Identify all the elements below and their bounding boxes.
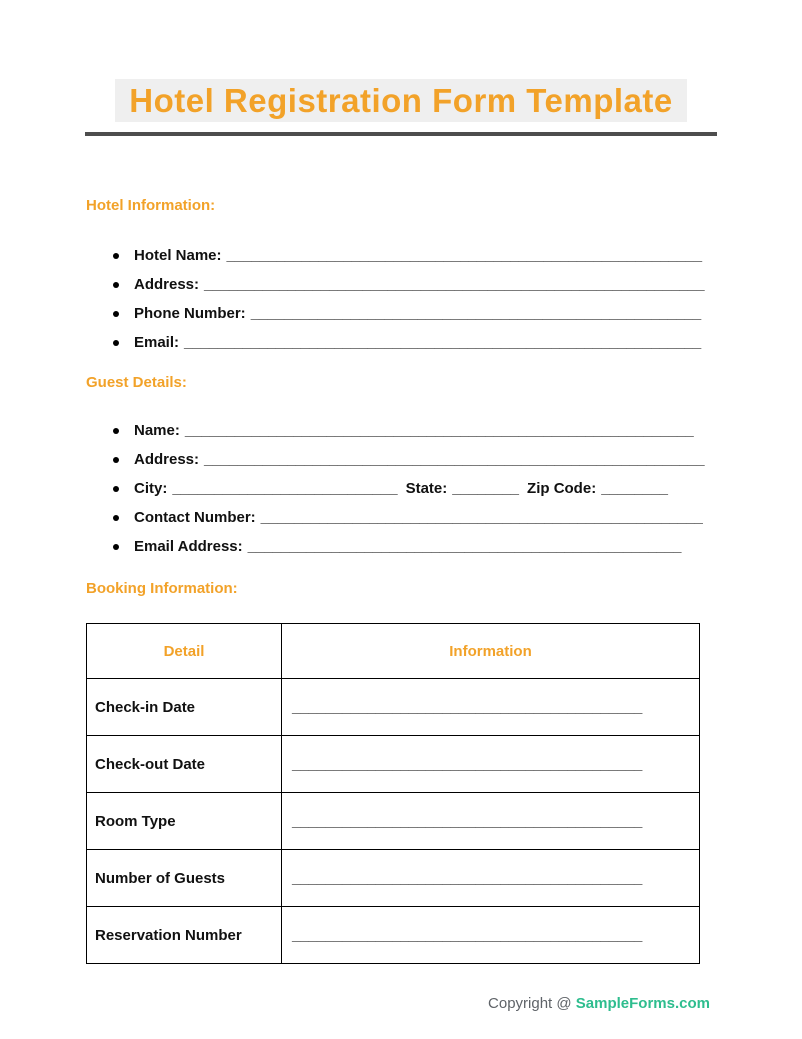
table-row-check-in: [87, 679, 700, 736]
form-field-hotel-name: [113, 241, 705, 270]
guest-details-list: [113, 416, 705, 561]
table-row-reservation-number: [87, 907, 700, 964]
table-header-row: [87, 624, 700, 679]
detail-cell: Check-in Date: [87, 679, 282, 736]
information-cell: __________________________________________: [282, 850, 700, 907]
bullet-icon: [113, 486, 119, 492]
form-field-phone-number: [113, 299, 705, 328]
field-label: City:: [134, 480, 168, 497]
field-label: Email:: [134, 334, 180, 351]
blank-line: ___________________________: [172, 480, 398, 497]
bullet-icon: [113, 428, 119, 434]
blank-line: _________________________________________________________: [226, 247, 703, 264]
header-detail: Detail: [87, 624, 282, 679]
blank-line: ______________________________________________________________: [184, 334, 702, 351]
form-field-hotel-email: [113, 328, 705, 357]
field-label: Address:: [134, 451, 200, 468]
blank-line: ____________________________________________________: [247, 538, 682, 555]
hotel-information-list: [113, 241, 705, 357]
bullet-icon: [113, 515, 119, 521]
form-field-hotel-address: [113, 270, 705, 299]
hotel-information-heading: Hotel Information:: [86, 197, 216, 214]
bullet-icon: [113, 544, 119, 550]
blank-line: ______________________________________________________: [250, 305, 702, 322]
blank-line: ________: [601, 480, 668, 497]
field-label: State:: [405, 480, 448, 497]
detail-cell: Check-out Date: [87, 736, 282, 793]
page-title: Hotel Registration Form Template: [115, 79, 686, 122]
form-field-city-state-zip: [113, 474, 705, 503]
guest-details-heading: Guest Details:: [86, 374, 187, 391]
field-label: Zip Code:: [527, 480, 597, 497]
field-label: Name:: [134, 422, 180, 439]
title-divider: [85, 132, 717, 136]
bullet-icon: [113, 340, 119, 346]
bullet-icon: [113, 282, 119, 288]
header-information: Information: [282, 624, 700, 679]
blank-line: _____________________________________________________________: [184, 422, 694, 439]
footer: [488, 995, 710, 1012]
blank-line: ____________________________________________________________: [204, 276, 705, 293]
form-field-guest-name: [113, 416, 705, 445]
information-cell: __________________________________________: [282, 907, 700, 964]
booking-table: [86, 623, 700, 964]
field-label: Hotel Name:: [134, 247, 222, 264]
blank-line: _____________________________________________________: [260, 509, 703, 526]
table-row-room-type: [87, 793, 700, 850]
title-row: [0, 79, 802, 122]
bullet-icon: [113, 311, 119, 317]
form-field-contact-number: [113, 503, 705, 532]
detail-cell: Reservation Number: [87, 907, 282, 964]
form-field-guest-address: [113, 445, 705, 474]
bullet-icon: [113, 457, 119, 463]
information-cell: __________________________________________: [282, 736, 700, 793]
information-cell: __________________________________________: [282, 793, 700, 850]
field-label: Email Address:: [134, 538, 243, 555]
field-label: Address:: [134, 276, 200, 293]
table-row-check-out: [87, 736, 700, 793]
information-cell: __________________________________________: [282, 679, 700, 736]
field-label: Contact Number:: [134, 509, 256, 526]
bullet-icon: [113, 253, 119, 259]
copyright-text: Copyright @: [488, 995, 572, 1012]
booking-information-heading: Booking Information:: [86, 580, 238, 597]
field-label: Phone Number:: [134, 305, 246, 322]
detail-cell: Number of Guests: [87, 850, 282, 907]
form-field-email-address: [113, 532, 705, 561]
table-row-number-of-guests: [87, 850, 700, 907]
blank-line: ________: [452, 480, 520, 497]
brand-link[interactable]: SampleForms.com: [575, 995, 710, 1012]
blank-line: ____________________________________________________________: [204, 451, 705, 468]
detail-cell: Room Type: [87, 793, 282, 850]
